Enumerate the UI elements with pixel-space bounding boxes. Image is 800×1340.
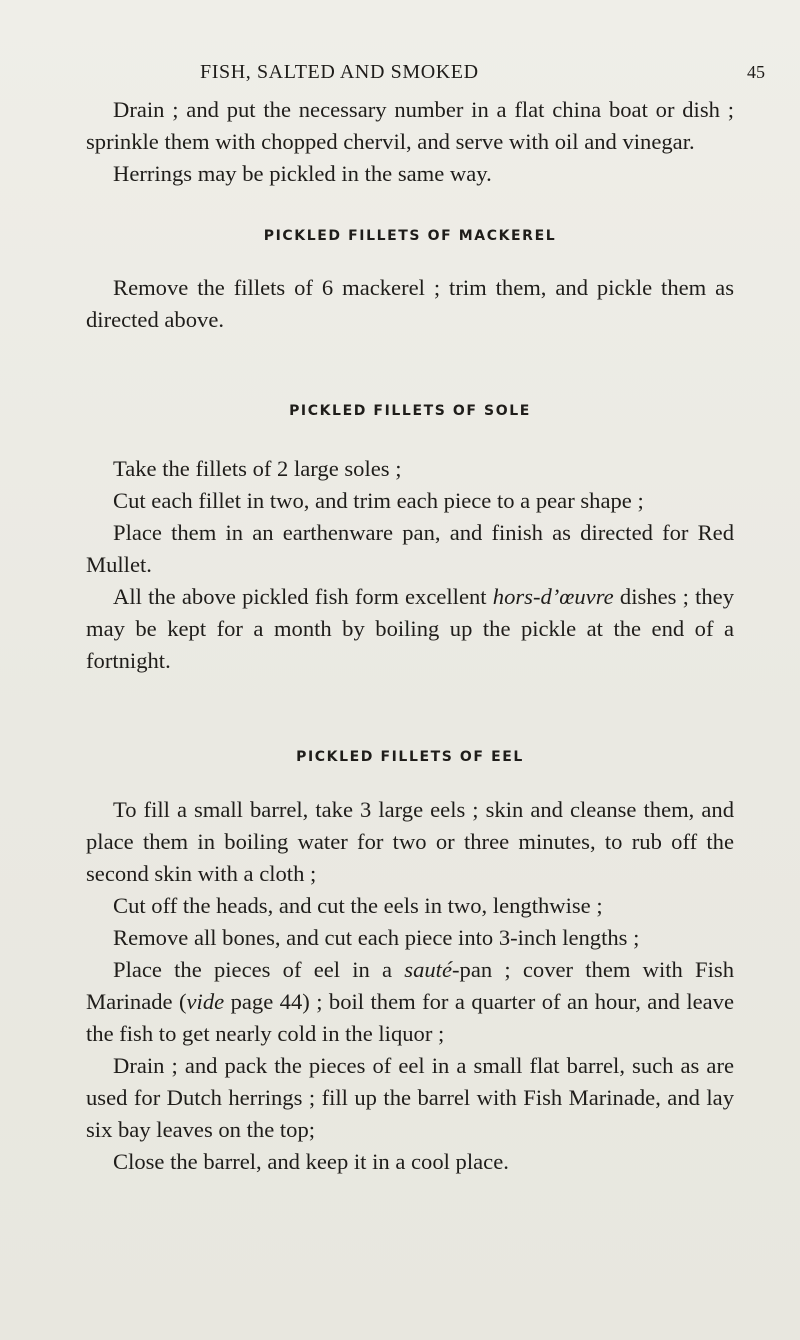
paragraph: Remove all bones, and cut each piece into 3-inch lengths ; bbox=[113, 925, 640, 950]
text-run: -pan ; cover them with Fish Marinade ( bbox=[86, 957, 734, 1014]
paragraph: Take the fillets of 2 large soles ; bbox=[113, 456, 402, 481]
paragraph-hors-doeuvre bbox=[86, 581, 734, 677]
paragraph: Remove the fillets of 6 mackerel ; trim them, and pickle them as directed above. bbox=[86, 275, 734, 332]
paragraph: To fill a small barrel, take 3 large eels ; skin and cleanse them, and place them in boiling water for two or three minutes, to rub off the second skin with a cloth ; bbox=[86, 797, 734, 886]
paragraph: Cut off the heads, and cut the eels in two, lengthwise ; bbox=[113, 893, 603, 918]
paragraph: Close the barrel, and keep it in a cool place. bbox=[113, 1149, 509, 1174]
italic-term: sauté bbox=[404, 957, 452, 982]
paragraph: Herrings may be pickled in the same way. bbox=[113, 161, 492, 186]
text-run: dishes ; they may be kept for a month by boiling up the pickle at the end of a fortnight. bbox=[86, 584, 734, 673]
page-number: 45 bbox=[747, 62, 765, 82]
text-run: page 44) ; boil them for a quarter of an hour, and leave the fish to get nearly cold in the liquor ; bbox=[86, 989, 735, 1046]
paragraph: Cut each fillet in two, and trim each piece to a pear shape ; bbox=[113, 488, 644, 513]
page-text bbox=[86, 94, 734, 1178]
heading-mackerel: PICKLED FILLETS OF MACKEREL bbox=[263, 228, 557, 244]
page-header bbox=[0, 59, 800, 85]
text-run: All the above pickled fish form excellent bbox=[113, 584, 493, 609]
italic-term: vide bbox=[186, 989, 225, 1014]
paragraph: Drain ; and pack the pieces of eel in a small flat barrel, such as are used for Dutch herrings ; fill up the barrel with Fish Marinade, and lay six bay leaves on the top; bbox=[86, 1053, 734, 1142]
paragraph-marinade bbox=[86, 954, 734, 1050]
paragraph: Place them in an earthenware pan, and finish as directed for Red Mullet. bbox=[86, 520, 734, 577]
paragraph: Drain ; and put the necessary number in a flat china boat or dish ; sprinkle them with chopped chervil, and serve with oil and vinegar. bbox=[86, 97, 734, 154]
italic-term: hors-d’œuvre bbox=[492, 584, 614, 609]
heading-eel: PICKLED FILLETS OF EEL bbox=[296, 749, 524, 765]
running-title: FISH, SALTED AND SMOKED bbox=[200, 61, 479, 83]
heading-sole: PICKLED FILLETS OF SOLE bbox=[289, 403, 531, 419]
text-run: Place the pieces of eel in a bbox=[113, 957, 405, 982]
